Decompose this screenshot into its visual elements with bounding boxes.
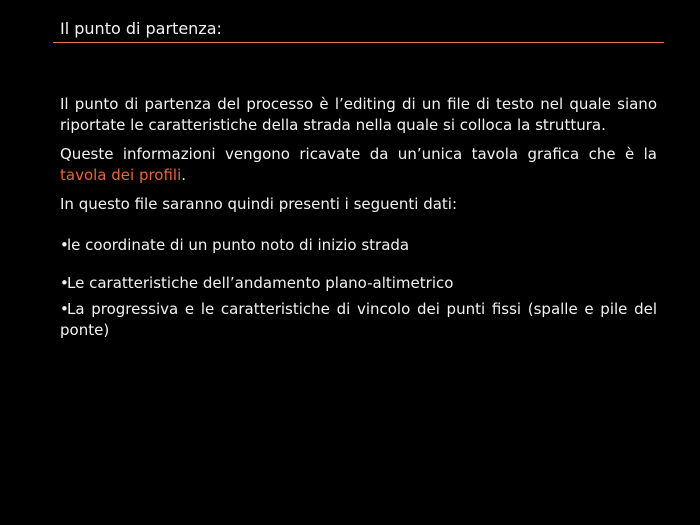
bullet-text: Le caratteristiche dell’andamento plano-altimetrico bbox=[67, 274, 454, 292]
paragraph-source-text: Queste informazioni vengono ricavate da un’unica tavola grafica che è la bbox=[60, 145, 657, 163]
bullet-marker: • bbox=[60, 236, 69, 254]
paragraph-data-intro: In questo file saranno quindi presenti i seguenti dati: bbox=[60, 195, 458, 213]
bullet-item-punti-fissi bbox=[60, 299, 657, 341]
bullet-text: le coordinate di un punto noto di inizio strada bbox=[67, 236, 410, 254]
slide-title: Il punto di partenza: bbox=[60, 19, 222, 38]
bullet-marker: • bbox=[60, 300, 69, 318]
slide-body bbox=[60, 94, 657, 341]
paragraph-intro: Il punto di partenza del processo è l’editing di un file di testo nel quale siano riportate le caratteristiche della strada nella quale si colloca la struttura. bbox=[60, 95, 657, 134]
paragraph-source bbox=[60, 144, 657, 186]
bullet-marker: • bbox=[60, 274, 69, 292]
paragraph-source-end: . bbox=[181, 166, 187, 184]
title-divider bbox=[53, 42, 664, 43]
highlight-tavola-dei-profili: tavola dei profili bbox=[60, 166, 182, 184]
bullet-text: La progressiva e le caratteristiche di vincolo dei punti fissi (spalle e pile del ponte) bbox=[60, 300, 657, 339]
bullet-item-coordinates bbox=[60, 235, 657, 256]
bullet-item-plano-altimetrico bbox=[60, 273, 657, 294]
